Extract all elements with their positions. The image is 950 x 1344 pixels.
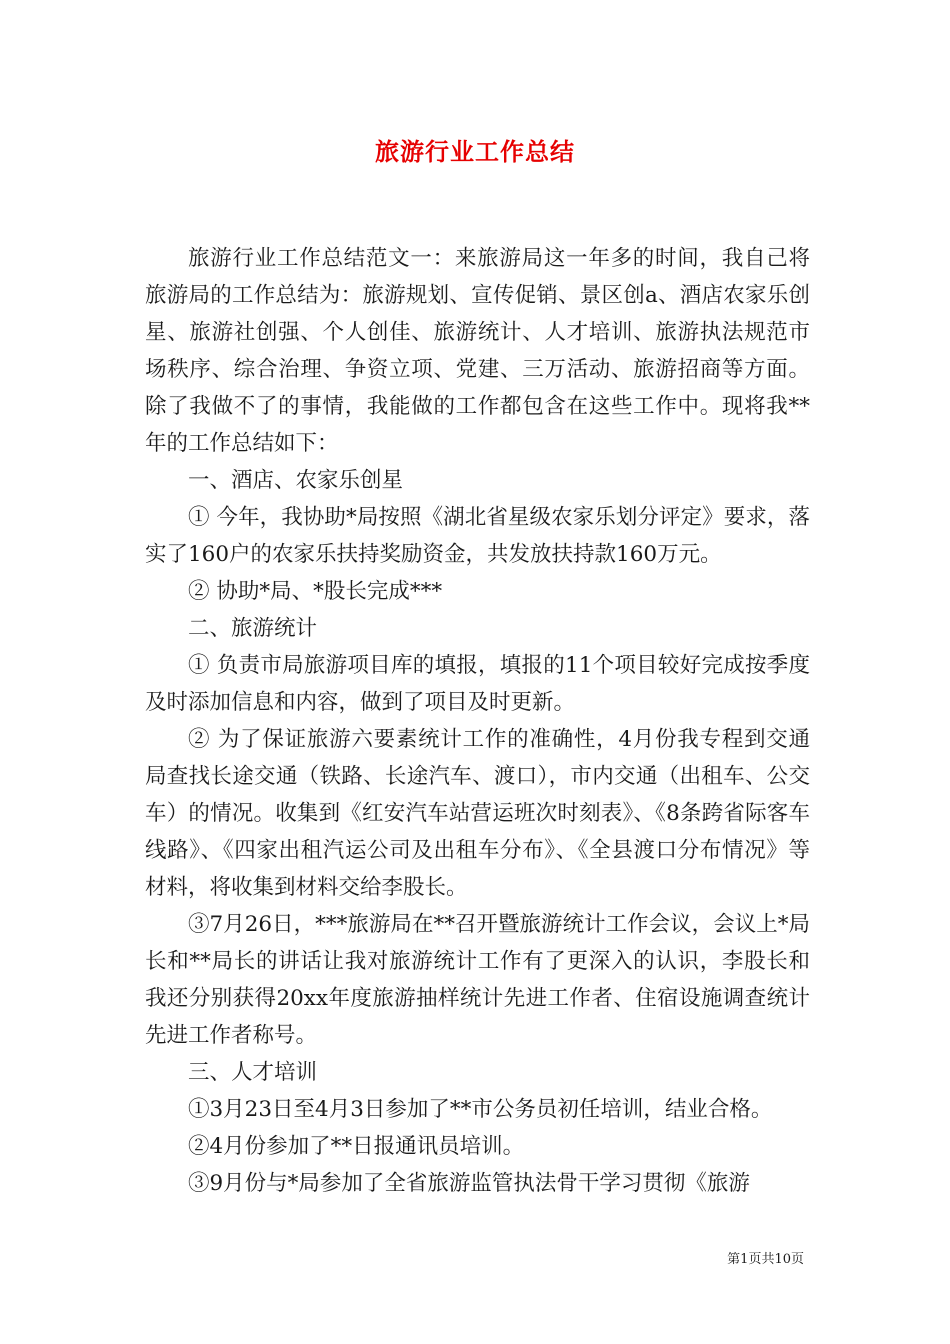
paragraph-training-item-3: ③9月份与*局参加了全省旅游监管执法骨干学习贯彻《旅游 bbox=[188, 1171, 750, 1196]
page-number: 第1页共10页 bbox=[727, 1252, 804, 1267]
paragraph-training-item-2: ②4月份参加了**日报通讯员培训。 bbox=[188, 1134, 525, 1159]
section-heading-hotel-star: 一、酒店、农家乐创星 bbox=[188, 468, 404, 493]
paragraph-training-item-1: ①3月23日至4月3日参加了**市公务员初任培训，结业合格。 bbox=[188, 1097, 773, 1122]
document-body bbox=[145, 240, 810, 1202]
document-title: 旅游行业工作总结 bbox=[375, 137, 575, 166]
paragraph-statistics-item-2: ② 为了保证旅游六要素统计工作的准确性，4月份我专程到交通局查找长途交通（铁路、长途汽车、渡口），市内交通（出租车、公交车）的情况。收集到《红安汽车站营运班次时刻表》、《8条跨省际客车线路》、《四家出租汽运公司及出租车分布》、《全县渡口分布情况》等材料，将收集到材料交给李股长。 bbox=[145, 727, 810, 900]
paragraph-statistics-item-1: ① 负责市局旅游项目库的填报，填报的11个项目较好完成按季度及时添加信息和内容，做到了项目及时更新。 bbox=[145, 653, 810, 715]
intro-paragraph: 旅游行业工作总结范文一：来旅游局这一年多的时间，我自己将旅游局的工作总结为：旅游规划、宣传促销、景区创a、酒店农家乐创星、旅游社创强、个人创佳、旅游统计、人才培训、旅游执法规范市场秩序、综合治理、争资立项、党建、三万活动、旅游招商等方面。除了我做不了的事情，我能做的工作都包含在这些工作中。现将我**年的工作总结如下： bbox=[145, 246, 810, 456]
paragraph-hotel-item-2: ② 协助*局、*股长完成*** bbox=[188, 579, 443, 604]
section-heading-training: 三、人才培训 bbox=[188, 1060, 318, 1085]
page-footer bbox=[0, 1248, 950, 1267]
paragraph-statistics-item-3: ③7月26日，***旅游局在**召开暨旅游统计工作会议，会议上*局长和**局长的讲话让我对旅游统计工作有了更深入的认识，李股长和我还分别获得20xx年度旅游抽样统计先进工作者、住宿设施调查统计先进工作者称号。 bbox=[145, 912, 810, 1048]
section-heading-statistics: 二、旅游统计 bbox=[188, 616, 318, 641]
paragraph-hotel-item-1: ① 今年，我协助*局按照《湖北省星级农家乐划分评定》要求，落实了160户的农家乐扶持奖励资金，共发放扶持款160万元。 bbox=[145, 505, 810, 567]
